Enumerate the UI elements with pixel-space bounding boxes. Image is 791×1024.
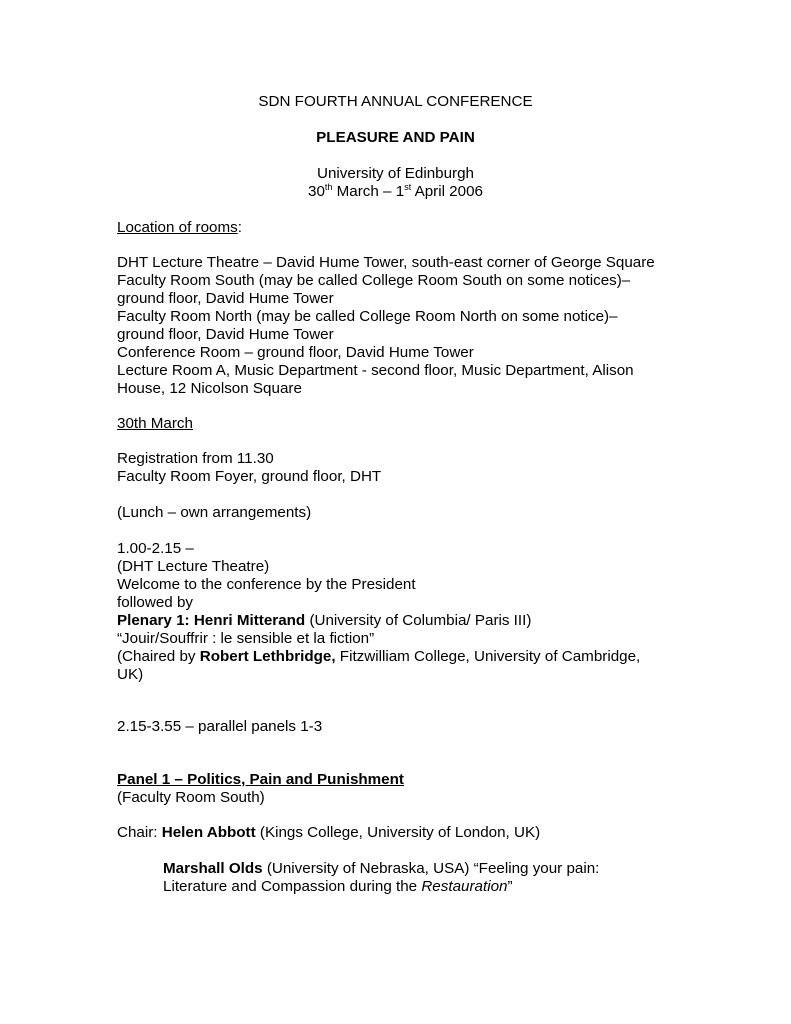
panel-1 — [117, 771, 677, 807]
theme-title: PLEASURE AND PAIN — [316, 129, 475, 146]
location-line: Conference Room – ground floor, David Hume Tower — [117, 344, 474, 361]
day-heading: 30th March — [117, 415, 193, 432]
conference-dates: 30th March – 1st April 2006 — [308, 182, 483, 200]
location-line: ground floor, David Hume Tower — [117, 290, 334, 307]
lunch-note: (Lunch – own arrangements) — [117, 504, 312, 521]
conference-title: SDN FOURTH ANNUAL CONFERENCE — [258, 93, 533, 110]
locations-list — [117, 254, 677, 398]
plenary-talk-title: “Jouir/Souffrir : le sensible et la fiction” — [117, 630, 375, 647]
session-time: 1.00-2.15 – — [117, 540, 194, 557]
session-room: (DHT Lecture Theatre) — [117, 558, 270, 575]
panel-room: (Faculty Room South) — [117, 789, 265, 806]
venue: University of Edinburgh 30th March – 1st April 2006 — [0, 165, 791, 201]
location-line: Faculty Room South (may be called College Room South on some notices)– — [117, 272, 631, 289]
parallel-panels-time: 2.15-3.55 – parallel panels 1-3 — [117, 718, 323, 735]
panel-speaker: Marshall Olds (University of Nebraska, USA) “Feeling your pain: Literature and Compassion during the Restauration” — [163, 860, 600, 895]
location-line: House, 12 Nicolson Square — [117, 380, 302, 397]
registration: Registration from 11.30 Faculty Room Foyer, ground floor, DHT — [117, 450, 382, 485]
locations-heading: Location of rooms: — [117, 219, 242, 236]
location-line: ground floor, David Hume Tower — [117, 326, 334, 343]
location-line: Lecture Room A, Music Department - second floor, Music Department, Alison — [117, 362, 634, 379]
location-line: Faculty Room North (may be called College Room North on some notice)– — [117, 308, 618, 325]
plenary-chair: (Chaired by Robert Lethbridge, Fitzwilliam College, University of Cambridge, — [117, 648, 641, 665]
panel-chair: Chair: Helen Abbott (Kings College, University of London, UK) — [117, 824, 541, 841]
plenary-speaker: Plenary 1: Henri Mitterand (University of Columbia/ Paris III) — [117, 612, 532, 629]
panel-title: Panel 1 – Politics, Pain and Punishment — [117, 771, 404, 788]
plenary-session: 1.00-2.15 – (DHT Lecture Theatre) Welcome to the conference by the President followed by Plenary 1: Henri Mitterand (University of Columbia/ Paris III) “Jouir/Souffrir : le sensible et la fiction” (Chaired by Robert Lethbridge, Fitzwilliam College, University of Cambridge, UK) — [117, 540, 677, 684]
location-line: DHT Lecture Theatre – David Hume Tower, south-east corner of George Square — [117, 254, 655, 271]
